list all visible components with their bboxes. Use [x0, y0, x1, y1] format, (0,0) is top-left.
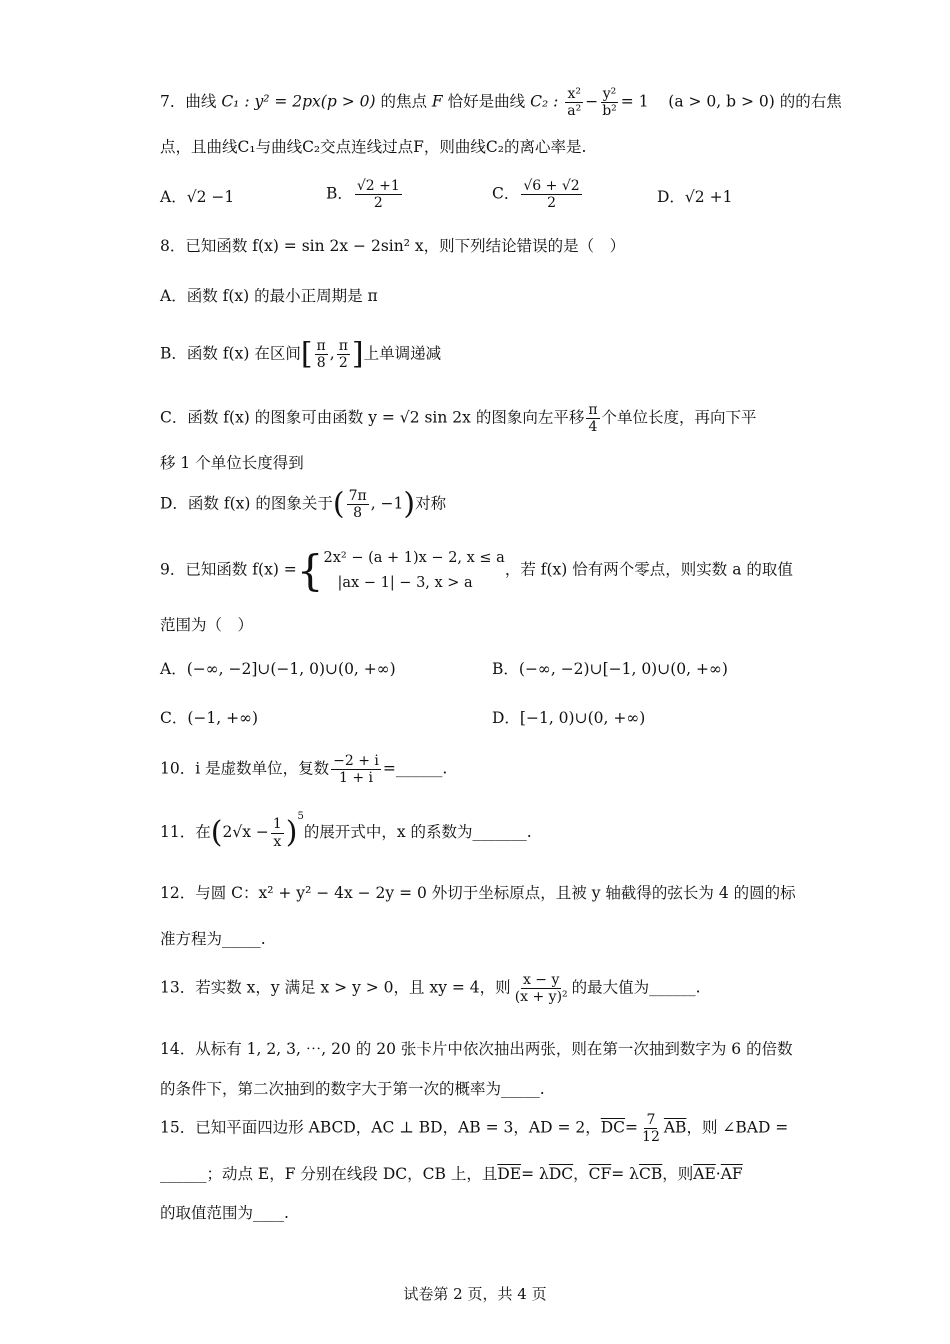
q9-option-b: B．(−∞, −2)∪[−1, 0)∪(0, +∞)	[492, 660, 728, 678]
q7-option-b: B． $\frac{√2 +1}{2}$	[326, 178, 400, 212]
q12-line1: 12．与圆 C：x² + y² − 4x − 2y = 0 外切于坐标原点，且被 y 轴截得的弦长为 4 的圆的标	[160, 884, 796, 902]
q9-option-d: D．[−1, 0)∪(0, +∞)	[492, 709, 646, 727]
q13: 13．若实数 x，y 满足 x > y > 0，且 xy = 4，则 $\frac{x - y}{\text{(x + y)²}}$ 的最大值为______.	[160, 972, 701, 1006]
q14-line1: 14．从标有 1, 2, 3, ⋯, 20 的 20 张卡片中依次抽出两张，则在第一次抽到数字为 6 的倍数	[160, 1040, 793, 1058]
q8-option-c-cont: 移 1 个单位长度得到	[160, 454, 304, 472]
q7-option-c-fraction: $\frac{√6 + √2}{2}$	[523, 178, 580, 212]
q7-line1: 7．曲线 C₁ : y² = 2px(p > 0) 的焦点 F 恰好是曲线 C₂ : $\frac{\text{x²}}{\text{a²}}$ − $\frac{\text{y²}}{\text{b²}}$ = 1 (a > 0, b > 0) 的的右焦	[160, 86, 842, 120]
q8-option-d: D．函数 f(x) 的图象关于( $\frac{7\pi}{8}$ , −1)对称	[160, 486, 447, 522]
q7-text-d: F	[431, 92, 443, 111]
q15-line1: 15．已知平面四边形 ABCD，AC ⊥ BD，AB = 3，AD = 2，$\overline{DC}=$ $\frac{7}{12}$ $\overline{AB}$，则 ∠BAD =	[160, 1112, 789, 1146]
q8-option-b: B．函数 f(x) 在区间[ $\frac{\pi}{8}$ , $\frac{\pi}{2}$ ]上单调递减	[160, 336, 442, 372]
q8-option-a: A．函数 f(x) 的最小正周期是 π	[160, 287, 378, 305]
q7-text-g: (a > 0, b > 0) 的的右焦	[668, 92, 842, 111]
q9-option-a: A．(−∞, −2]∪(−1, 0)∪(0, +∞)	[160, 660, 396, 678]
q7-option-d: D．√2 +1	[657, 188, 733, 206]
q10: 10．i 是虚数单位，复数 $\frac{-2 + i}{1 + i}$ =______.	[160, 753, 448, 787]
q7-text-e: 恰好是曲线	[447, 92, 526, 111]
q9-option-c: C．(−1, +∞)	[160, 709, 259, 727]
q9-stem-cont: 范围为（ ）	[160, 616, 254, 634]
q7-fraction-y2b2: $\frac{\text{y²}}{\text{b²}}$	[602, 86, 617, 120]
q7-text-a: 7．曲线	[160, 92, 217, 111]
q11: 11．在(2√x − $\frac{1}{x}$ )$^5$的展开式中，x 的系数为_______.	[160, 811, 532, 850]
q15-line3: 的取值范围为____.	[160, 1204, 289, 1222]
q7-line2: 点，且曲线C₁与曲线C₂交点连线过点F，则曲线C₂的离心率是.	[160, 138, 587, 156]
q7-option-a: A．√2 −1	[160, 188, 235, 206]
q7-text-b: C₁ : y² = 2px(p > 0)	[221, 92, 376, 111]
q15-line2: ______；动点 E，F 分别在线段 DC，CB 上，且$\overline{DE}= \lambda\overline{DC}$，$\overline{CF}= \lambda\overline{CB}$，则$\overline{AE}\cdot\overline{AF}$	[160, 1165, 743, 1183]
q7-option-b-fraction: $\frac{√2 +1}{2}$	[356, 178, 400, 212]
q7-text-f: C₂ :	[530, 92, 559, 111]
q8-stem: 8．已知函数 f(x) = sin 2x − 2sin² x，则下列结论错误的是（ ）	[160, 237, 626, 255]
q8-option-c: C．函数 f(x) 的图象可由函数 y = √2 sin 2x 的图象向左平移 $\frac{\pi}{4}$ 个单位长度，再向下平	[160, 402, 757, 436]
q7-text-c: 的焦点	[380, 92, 427, 111]
q14-line2: 的条件下，第二次抽到的数字大于第一次的概率为_____.	[160, 1080, 545, 1098]
q9-piecewise: 2x² − (a + 1)x − 2, x ≤ a |ax − 1| − 3, x > a	[323, 550, 505, 591]
q7-option-c: C． $\frac{√6 + √2}{2}$	[492, 178, 580, 212]
q7-fraction-x2a2: $\frac{\text{x²}}{\text{a²}}$	[567, 86, 582, 120]
q12-line2: 准方程为_____.	[160, 930, 266, 948]
page-footer: 试卷第 2 页，共 4 页	[403, 1285, 547, 1303]
q9-stem: 9．已知函数 f(x) ={ 2x² − (a + 1)x − 2, x ≤ a |ax − 1| − 3, x > a ，若 f(x) 恰有两个零点，则实数 a 的取值	[160, 545, 793, 595]
